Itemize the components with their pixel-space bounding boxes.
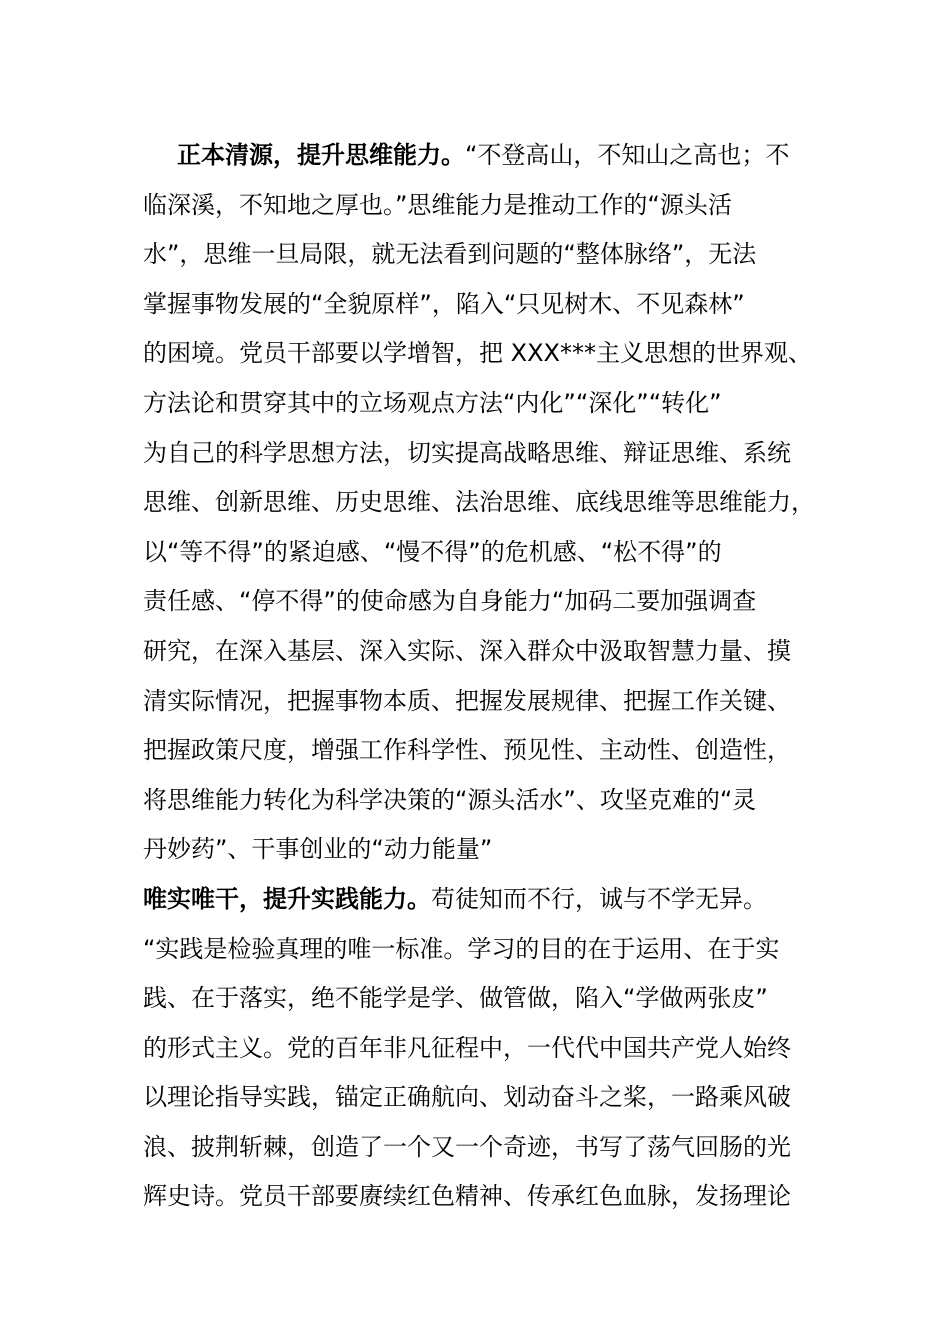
text-line: 把握政策尺度，增强工作科学性、预见性、主动性、创造性， (143, 736, 791, 765)
text-line: 辉史诗。党员干部要赓续红色精神、传承红色血脉，发扬理论 (143, 1182, 791, 1211)
text-line: “实践是检验真理的唯一标准。学习的目的在于运用、在于实 (143, 934, 780, 963)
paragraph-2-line-1 (143, 875, 823, 925)
paragraph-1-heading: 正本清源，提升思维能力。 (177, 141, 465, 169)
text-line: 以理论指导实践，锚定正确航向、划动奋斗之桨，一路乘风破 (143, 1083, 791, 1112)
text-line: 责任感、“停不得”的使命感为自身能力“加码二要加强调查 (143, 587, 757, 616)
paragraph-1-text: “不登高山，不知山之高也；不 (465, 141, 790, 169)
paragraph-2-heading: 唯实唯干，提升实践能力。 (143, 884, 431, 913)
text-line: 水”，思维一旦局限，就无法看到问题的“整体脉络”，无法 (143, 240, 757, 269)
text-line: 丹妙药”、干事创业的“动力能量” (143, 835, 493, 864)
text-line: 方法论和贯穿其中的立场观点方法“内化”“深化”“转化” (143, 388, 722, 417)
paragraph-2-text: 苟徒知而不行，诚与不学无异。 (431, 884, 767, 913)
text-line: 研究，在深入基层、深入实际、深入群众中汲取智慧力量、摸 (143, 636, 791, 665)
document-body (143, 131, 823, 1222)
paragraph-1-line-1 (143, 131, 823, 181)
text-line: 践、在于落实，绝不能学是学、做管做，陷入“学做两张皮” (143, 984, 768, 1013)
text-line: 将思维能力转化为科学决策的“源头活水”、攻坚克难的“灵 (143, 785, 757, 814)
text-line: 以“等不得”的紧迫感、“慢不得”的危机感、“松不得”的 (143, 537, 722, 566)
text-line: 清实际情况，把握事物本质、把握发展规律、把握工作关键、 (143, 686, 791, 715)
text-line: 为自己的科学思想方法，切实提高战略思维、辩证思维、系统 (143, 438, 791, 467)
text-line: 的困境。党员干部要以学增智，把 XXX***主义思想的世界观、 (143, 339, 812, 368)
text-line: 的形式主义。党的百年非凡征程中，一代代中国共产党人始终 (143, 1033, 791, 1062)
text-line: 思维、创新思维、历史思维、法治思维、底线思维等思维能力， (143, 488, 815, 517)
text-line: 浪、披荆斩棘，创造了一个又一个奇迹，书写了荡气回肠的光 (143, 1132, 791, 1161)
text-line: 掌握事物发展的“全貌原样”，陷入“只见树木、不见森林” (143, 289, 745, 318)
text-line: 临深溪，不知地之厚也。”思维能力是推动工作的“源头活 (143, 190, 732, 219)
